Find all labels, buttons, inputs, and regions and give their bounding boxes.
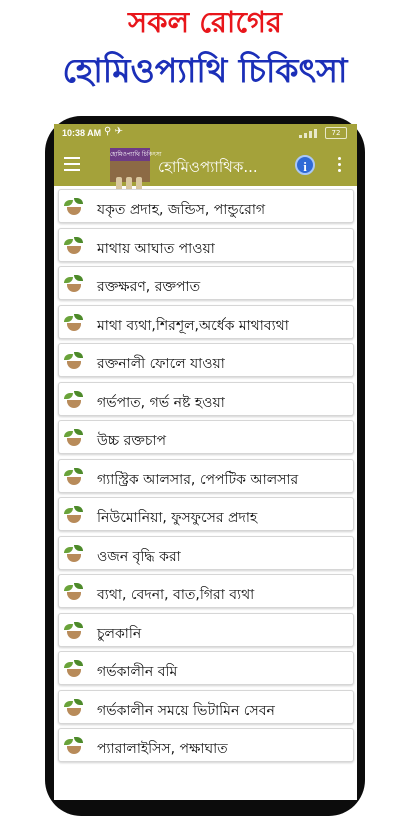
list-item[interactable] [58,228,354,262]
list-item[interactable] [58,574,354,608]
list-item-label: প্যারালাইসিস, পক্ষাঘাত [97,741,228,757]
phone-screen [54,124,357,800]
herb-icon [63,698,85,718]
list-item-label: মাথা ব্যথা,শিরশূল,অর্ধেক মাথাব্যথা [97,317,289,334]
app-bar [54,144,357,186]
herb-icon [63,197,85,217]
status-time: 10:38 AM [62,128,102,138]
list-item-label: উচ্চ রক্তচাপ [97,433,167,449]
herb-icon [63,428,85,448]
list-item[interactable] [58,497,354,531]
signal-icon [299,128,321,138]
list-item-label: গ্যাস্ট্রিক আলসার, পেপটিক আলসার [97,471,299,488]
herb-icon [63,390,85,410]
list-item[interactable] [58,420,354,454]
herb-icon [63,236,85,256]
menu-icon[interactable] [64,157,80,171]
herb-icon [63,621,85,641]
herb-icon [63,313,85,333]
battery-icon: 72 [325,127,347,139]
herb-icon [63,659,85,679]
list-item[interactable] [58,343,354,377]
list-item[interactable] [58,382,354,416]
app-title: হোমিওপ্যাথিক... [158,158,258,176]
list-item[interactable] [58,459,354,493]
more-options-icon[interactable] [338,157,342,175]
herb-icon [63,544,85,564]
status-notification-icons: ⚲ ✈ [104,126,123,137]
status-right-group [299,127,347,139]
list-item[interactable] [58,651,354,685]
list-item[interactable] [58,613,354,647]
herb-icon [63,736,85,756]
app-logo-text: হোমিওপ্যাথি চিকিৎসা [110,148,150,161]
list-item-label: যকৃত প্রদাহ, জন্ডিস, পান্ডুরোগ [97,202,266,218]
list-item-label: নিউমোনিয়া, ফুসফুসের প্রদাহ [97,510,258,526]
list-item-label: মাথায় আঘাত পাওয়া [97,240,215,257]
app-logo-image [110,161,150,182]
list-item[interactable] [58,305,354,339]
herb-icon [63,505,85,525]
disease-list [58,189,354,767]
list-item-label: ওজন বৃদ্ধি করা [97,548,181,565]
herb-icon [63,351,85,371]
herb-icon [63,582,85,602]
promo-title-line1: সকল রোগের [128,5,282,39]
list-item-label: গর্ভপাত, গর্ভ নষ্ট হওয়া [97,394,225,411]
list-item-label: ব্যথা, বেদনা, বাত,গিরা ব্যথা [97,587,255,603]
list-item[interactable] [58,189,354,223]
herb-icon [63,467,85,487]
list-item-label: চুলকানি [97,625,142,642]
list-item[interactable] [58,536,354,570]
list-item-label: রক্তনালী ফোলে যাওয়া [97,356,225,372]
herb-icon [63,274,85,294]
list-item-label: গর্ভকালীন সময়ে ভিটামিন সেবন [97,702,275,719]
list-item-label: রক্তক্ষরণ, রক্তপাত [97,279,201,295]
promo-title-line2: হোমিওপ্যাথি চিকিৎসা [62,51,348,90]
info-icon[interactable]: i [295,155,315,175]
list-item[interactable] [58,690,354,724]
list-item[interactable] [58,266,354,300]
app-logo [110,148,162,182]
list-item[interactable] [58,728,354,762]
list-item-label: গর্ভকালীন বমি [97,664,178,680]
status-bar [54,124,357,144]
